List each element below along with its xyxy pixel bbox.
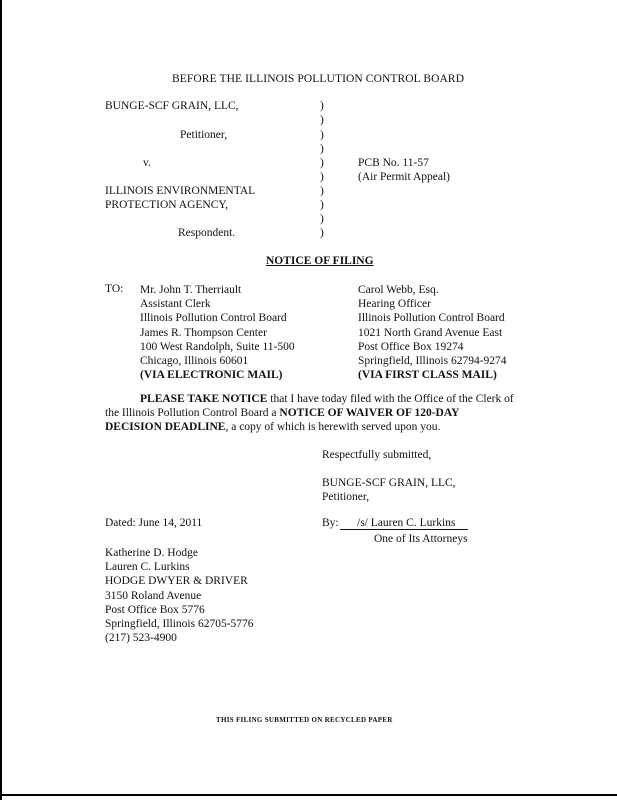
electronic-signature: /s/ Lauren C. Lurkins [357,517,456,529]
notice-title: NOTICE OF FILING [266,255,374,267]
recipient-line: Illinois Pollution Control Board [358,312,505,325]
scan-bottom-edge [0,794,617,796]
date-line: Dated: June 14, 2011 [105,517,203,529]
case-type: (Air Permit Appeal) [358,171,450,183]
court-heading: BEFORE THE ILLINOIS POLLUTION CONTROL BOARD [172,73,465,85]
recipient-line: Springfield, Illinois 62794-9274 [358,355,507,368]
recipient-line: Assistant Clerk [140,298,211,311]
closing: Respectfully submitted, [322,449,432,461]
notice-text: , a copy of which is herewith served upon you. [225,421,441,433]
caption-paren: ) [320,114,324,126]
counsel-line: Springfield, Illinois 62705-5776 [105,618,254,631]
signature-line [340,529,468,530]
caption-paren: ) [320,199,324,211]
recipient-line: Hearing Officer [358,298,431,311]
recipient-hearing-officer [358,283,507,382]
recipient-line: Chicago, Illinois 60601 [140,355,249,368]
recipient-line: Carol Webb, Esq. [358,284,439,296]
caption-paren: ) [320,171,324,183]
recipient-line: Illinois Pollution Control Board [140,312,287,325]
recipient-line: 1021 North Grand Avenue East [358,326,503,339]
notice-body-line3 [105,421,440,433]
recycled-paper-footer: THIS FILING SUBMITTED ON RECYCLED PAPER [216,716,393,724]
recipient-line: Mr. John T. Therriault [140,284,242,296]
counsel-line: Katherine D. Hodge [105,547,198,559]
signer-role: One of Its Attorneys [374,533,468,545]
delivery-method: (VIA ELECTRONIC MAIL) [140,369,283,382]
counsel-block [105,546,254,645]
notice-text: that I have today filed with the Office of the Clerk of [267,393,514,405]
notice-body-line1 [140,393,514,405]
counsel-line: 3150 Roland Avenue [105,589,202,602]
respondent-name-line2: PROTECTION AGENCY, [105,199,229,211]
recipient-line: Post Office Box 19274 [358,340,464,353]
document-title-continued: DECISION DEADLINE [105,421,226,433]
caption-paren: ) [320,227,324,239]
caption-paren: ) [320,100,324,112]
scan-left-edge [0,0,2,800]
petitioner-label: Petitioner, [180,129,228,141]
respondent-label: Respondent. [178,227,236,239]
notice-emphasis: PLEASE TAKE NOTICE [140,393,268,405]
counsel-line: (217) 523-4900 [105,632,177,645]
caption-paren: ) [320,185,324,197]
signing-party: BUNGE-SCF GRAIN, LLC, [322,477,456,489]
versus-label: v. [143,157,151,169]
to-label: TO: [105,283,124,295]
notice-body-line2 [105,407,459,419]
petitioner-name: BUNGE-SCF GRAIN, LLC, [105,100,239,112]
caption-paren: ) [320,213,324,225]
caption-paren: ) [320,129,324,141]
delivery-method: (VIA FIRST CLASS MAIL) [358,369,497,382]
counsel-line: Lauren C. Lurkins [105,561,190,574]
notice-text: the Illinois Pollution Control Board a [105,407,280,419]
counsel-line: Post Office Box 5776 [105,603,205,616]
caption-paren: ) [320,157,324,169]
recipient-clerk [140,283,295,382]
signing-party-role: Petitioner, [322,491,370,503]
recipient-line: James R. Thompson Center [140,326,267,339]
case-number: PCB No. 11-57 [358,157,429,169]
respondent-name-line1: ILLINOIS ENVIRONMENTAL [105,185,256,197]
recipient-line: 100 West Randolph, Suite 11-500 [140,340,295,353]
by-label: By: [322,517,339,529]
counsel-line: HODGE DWYER & DRIVER [105,575,248,588]
caption-paren: ) [320,143,324,155]
document-title: NOTICE OF WAIVER OF 120-DAY [279,407,460,419]
